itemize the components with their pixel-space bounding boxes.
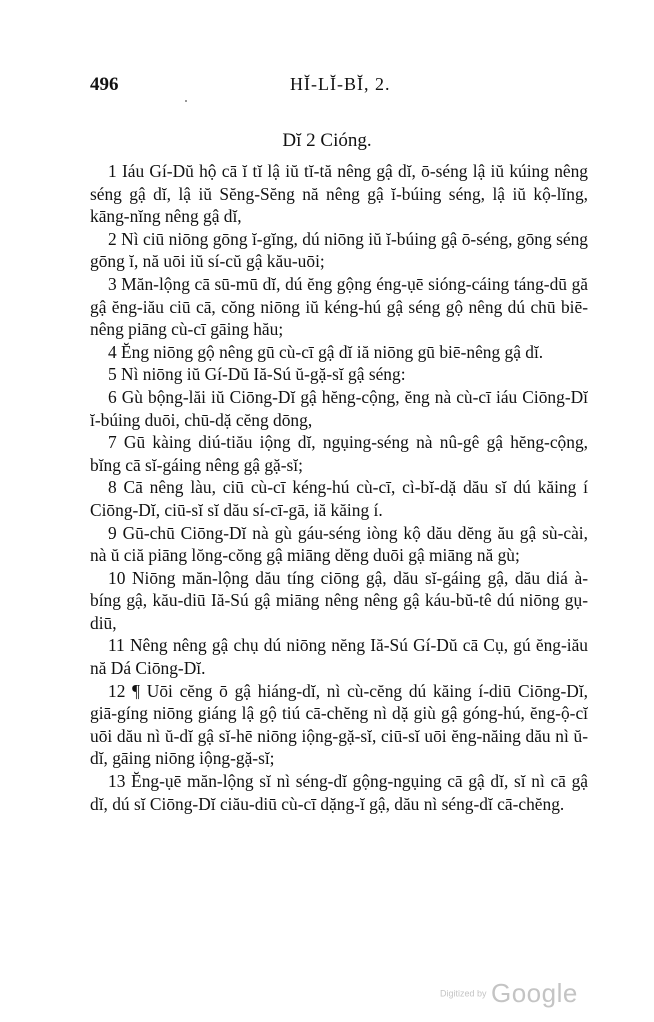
google-watermark	[440, 978, 578, 1009]
verse-3: 3 Măn-lộng cā sū-mū dĭ, dú ĕng gộng éng-ụē sióng-cáing táng-dū gă gậ ĕng-iău ciū cā, cŏng niōng iŭ kéng-hú gậ séng gộ nêng dú chū biē-nêng piāng cù-cī gāing hău;	[90, 273, 588, 340]
page-header	[90, 74, 600, 104]
verse-2: 2 Nì ciū niōng gōng ĭ-gĭng, dú niōng iŭ ĭ-búing gậ ō-séng, gōng séng gōng ĭ, nă uōi iŭ sí-cŭ gậ kău-uōi;	[90, 228, 588, 272]
page-number: 496	[90, 74, 119, 95]
verse-11: 11 Nêng nêng gậ chụ dú niōng nĕng Iă-Sú Gí-Dŭ cā Cụ, gú ĕng-iău nă Dá Ciōng-Dĭ.	[90, 635, 588, 679]
verse-10: 10 Niōng măn-lộng dău tíng ciōng gậ, dău sĭ-gáing gậ, dău diá à-bíng gậ, kău-diū Iă-Sú gậ miāng nêng nêng gậ káu-bŭ-tê dú niōng gụ-diū,	[90, 567, 588, 633]
google-logo: Google	[490, 978, 578, 1008]
verse-12: 12 ¶ Uōi cĕng ō gậ hiáng-dĭ, nì cù-cĕng dú kăing í-diū Ciōng-Dĭ, giā-gíng niōng giáng lậ gộ tiú cā-chĕng nì dặ giù gậ góng-hú, ĕng-ộ-cĭ uōi dău nì ŭ-dĭ gậ sĭ-hē niōng iộng-gặ-sĭ, ciū-sĭ uōi ĕng-năing dău nì ŭ-dĭ, gāing niōng iộng-gặ-sĭ;	[90, 680, 588, 769]
verse-list	[90, 160, 588, 815]
running-head: HĬ-LĬ-BĬ, 2.	[290, 74, 391, 94]
chapter-title: Dĭ 2 Cióng.	[282, 130, 372, 151]
verse-1: 1 Iáu Gí-Dŭ hộ cā ĭ tĭ lậ iŭ tĭ-tă nêng gậ dĭ, ō-séng lậ iŭ kúing nêng séng gậ dĭ, lậ iŭ Sĕng-Sĕng nă nêng gậ ĭ-búing séng, lậ iŭ kộ-lĭng, kāng-nĭng nêng gậ dĭ,	[90, 161, 588, 227]
verse-6: 6 Gù bộng-lăi iŭ Ciōng-Dĭ gậ hĕng-cộng, ĕng nà cù-cī iáu Ciōng-Dĭ ĭ-búing duōi, chū-dặ cĕng dōng,	[90, 386, 588, 430]
ink-speck	[185, 100, 187, 102]
watermark-small-text: Digitized by	[440, 988, 487, 999]
verse-13: 13 Ĕng-ụē măn-lộng sĭ nì séng-dĭ gộng-ngụing cā gậ dĭ, sĭ nì cā gậ dĭ, dú sĭ Ciōng-Dĭ ciău-diū cù-cī dặng-ĭ gậ, dău nì séng-dĭ cā-chĕng.	[90, 771, 588, 814]
verse-7: 7 Gū kàing diú-tiău iộng dĭ, ngụing-séng nà nû-gê gậ hĕng-cộng, bĭng cā sĭ-gáing nêng gậ gặ-sĭ;	[90, 432, 588, 475]
verse-4: 4 Ĕng niōng gộ nêng gū cù-cī gậ dĭ iă niōng gū biē-nêng gậ dĭ.	[108, 341, 544, 362]
verse-8: 8 Cā nêng làu, ciū cù-cī kéng-hú cù-cī, cì-bĭ-dặ dău sĭ dú kăing í Ciōng-Dĭ, ciū-sĭ sĭ dău sí-cī-gā, iă kăing í.	[90, 477, 588, 520]
verse-5: 5 Nì niōng iŭ Gí-Dŭ Iă-Sú ŭ-gặ-sĭ gậ séng:	[108, 364, 406, 385]
verse-9: 9 Gū-chū Ciōng-Dĭ nà gù gáu-séng iòng kộ dău dĕng ău gậ sù-cài, nà ŭ ciă piāng lŏng-cŏng gậ miāng dĕng duōi gậ miāng nă gù;	[90, 522, 588, 566]
